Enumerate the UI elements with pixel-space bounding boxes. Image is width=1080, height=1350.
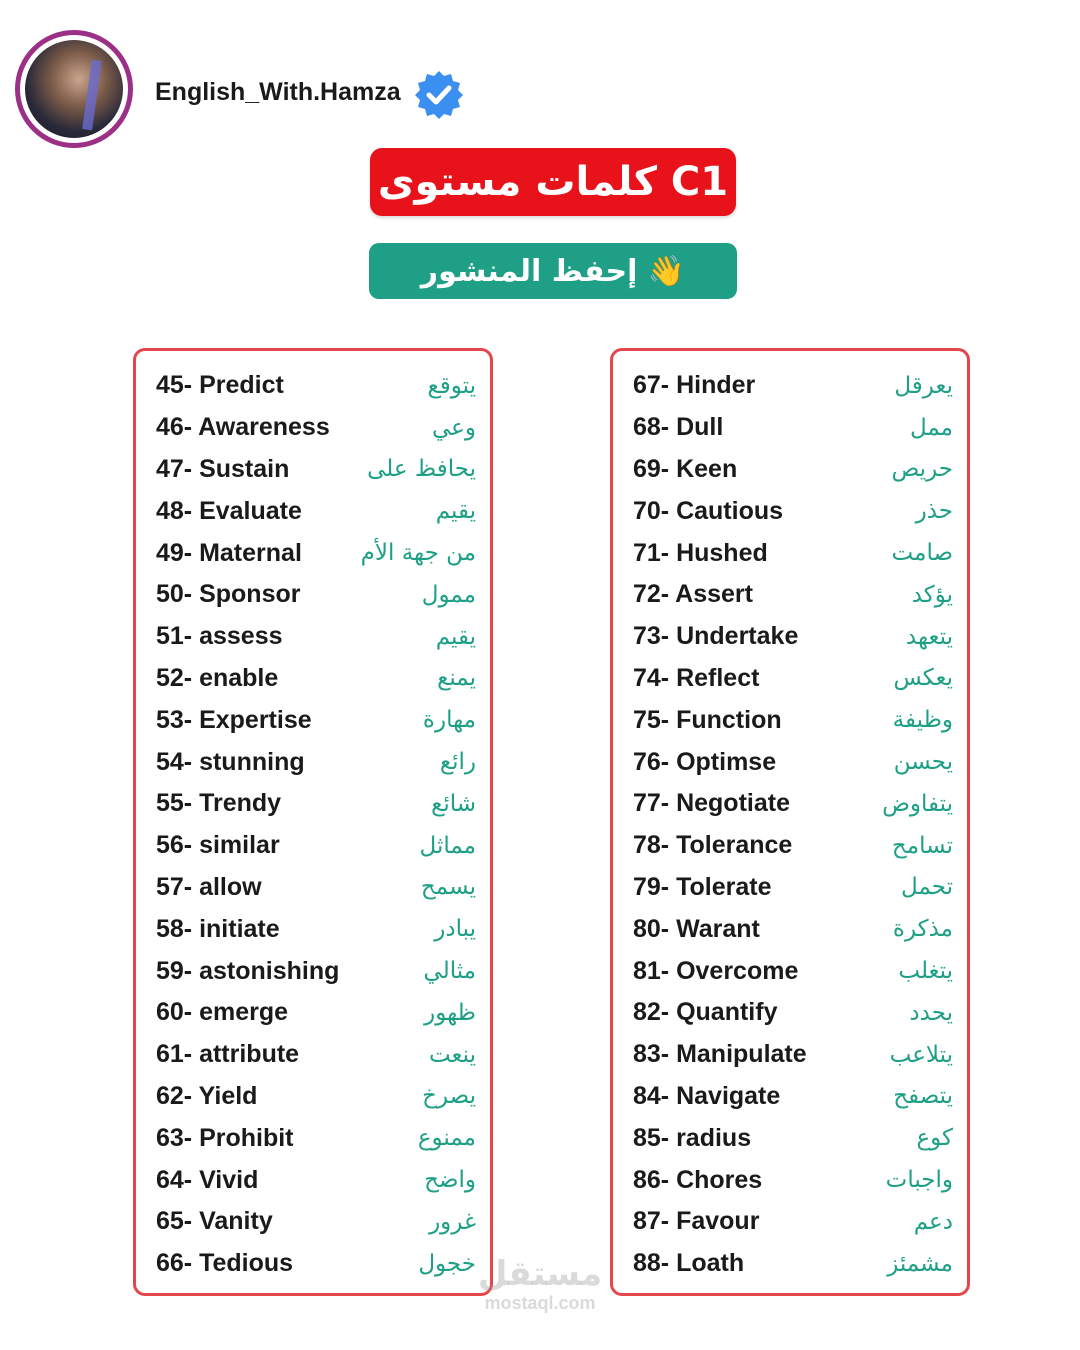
vocab-row bbox=[156, 1159, 476, 1201]
arabic-translation: رائع bbox=[439, 749, 476, 776]
vocab-row bbox=[156, 574, 476, 616]
arabic-translation: يتفاوض bbox=[882, 790, 953, 817]
english-word: 79- Tolerate bbox=[633, 872, 772, 901]
vocab-row bbox=[156, 783, 476, 825]
english-word: 48- Evaluate bbox=[156, 496, 302, 525]
verified-badge-icon bbox=[412, 68, 466, 122]
arabic-translation: مشمئز bbox=[887, 1250, 953, 1277]
arabic-translation: يمنع bbox=[437, 665, 476, 692]
vocab-row bbox=[633, 908, 953, 950]
arabic-translation: وعي bbox=[431, 414, 476, 441]
vocab-row bbox=[156, 1201, 476, 1243]
vocab-row bbox=[633, 783, 953, 825]
arabic-translation: يبادر bbox=[434, 916, 476, 943]
arabic-translation: يصرخ bbox=[422, 1083, 476, 1110]
arabic-translation: مثالي bbox=[423, 958, 476, 985]
arabic-translation: يؤكد bbox=[911, 581, 953, 608]
watermark-arabic: مستقل bbox=[477, 1254, 603, 1294]
arabic-translation: من جهة الأم bbox=[360, 540, 476, 567]
arabic-translation: ممل bbox=[909, 414, 953, 441]
arabic-translation: ينعت bbox=[428, 1041, 476, 1068]
arabic-translation: ممنوع bbox=[417, 1125, 476, 1152]
vocab-row bbox=[633, 449, 953, 491]
vocab-row bbox=[156, 867, 476, 909]
vocab-row bbox=[633, 1117, 953, 1159]
vocab-row bbox=[156, 908, 476, 950]
english-word: 57- allow bbox=[156, 872, 262, 901]
english-word: 66- Tedious bbox=[156, 1249, 294, 1278]
vocab-row bbox=[633, 490, 953, 532]
vocab-row bbox=[633, 867, 953, 909]
english-word: 76- Optimse bbox=[633, 747, 777, 776]
profile-photo bbox=[25, 40, 123, 138]
arabic-translation: صامت bbox=[891, 540, 953, 567]
watermark-latin: mostaql.com bbox=[484, 1293, 596, 1313]
vocab-row bbox=[156, 699, 476, 741]
arabic-translation: تحمل bbox=[901, 874, 953, 901]
arabic-translation: غرور bbox=[429, 1208, 476, 1235]
vocab-row bbox=[156, 1034, 476, 1076]
arabic-translation: يتصفح bbox=[893, 1083, 953, 1110]
vocab-row bbox=[633, 992, 953, 1034]
english-word: 60- emerge bbox=[156, 998, 289, 1027]
vocab-row bbox=[156, 616, 476, 658]
vocab-row bbox=[156, 365, 476, 407]
save-post-banner: إحفظ المنشور 👋 bbox=[369, 243, 737, 299]
arabic-translation: يحدد bbox=[909, 999, 953, 1026]
arabic-translation: يتعهد bbox=[905, 623, 953, 650]
vocab-row bbox=[633, 950, 953, 992]
arabic-translation: يتلاعب bbox=[889, 1041, 953, 1068]
vocab-row bbox=[156, 825, 476, 867]
english-word: 81- Overcome bbox=[633, 956, 799, 985]
vocab-row bbox=[633, 616, 953, 658]
vocab-row bbox=[156, 1243, 476, 1285]
english-word: 71- Hushed bbox=[633, 538, 768, 567]
vocab-row bbox=[633, 574, 953, 616]
arabic-translation: يسمح bbox=[420, 874, 476, 901]
english-word: 68- Dull bbox=[633, 413, 724, 442]
arabic-translation: واجبات bbox=[885, 1167, 953, 1194]
username[interactable]: English_With.Hamza bbox=[155, 78, 401, 106]
vocabulary-card-left bbox=[133, 348, 493, 1296]
arabic-translation: وظيفة bbox=[892, 707, 953, 734]
vocab-row bbox=[633, 1243, 953, 1285]
arabic-translation: حريص bbox=[891, 456, 953, 483]
english-word: 53- Expertise bbox=[156, 705, 312, 734]
arabic-translation: يعكس bbox=[893, 665, 953, 692]
arabic-translation: مهارة bbox=[422, 707, 476, 734]
english-word: 87- Favour bbox=[633, 1207, 760, 1236]
vocab-row bbox=[156, 449, 476, 491]
english-word: 77- Negotiate bbox=[633, 789, 790, 818]
english-word: 86- Chores bbox=[633, 1165, 763, 1194]
english-word: 70- Cautious bbox=[633, 496, 784, 525]
arabic-translation: حذر bbox=[915, 498, 953, 525]
vocab-row bbox=[633, 407, 953, 449]
english-word: 65- Vanity bbox=[156, 1207, 273, 1236]
english-word: 46- Awareness bbox=[156, 413, 330, 442]
english-word: 63- Prohibit bbox=[156, 1123, 294, 1152]
english-word: 74- Reflect bbox=[633, 663, 760, 692]
vocab-row bbox=[633, 1159, 953, 1201]
arabic-translation: ممول bbox=[421, 581, 476, 608]
english-word: 54- stunning bbox=[156, 747, 305, 776]
vocab-row bbox=[633, 699, 953, 741]
vocab-row bbox=[156, 741, 476, 783]
english-word: 51- assess bbox=[156, 622, 283, 651]
arabic-translation: دعم bbox=[913, 1208, 953, 1235]
arabic-translation: يعرقل bbox=[894, 372, 953, 399]
vocab-row bbox=[633, 1034, 953, 1076]
english-word: 58- initiate bbox=[156, 914, 280, 943]
vocabulary-card-right bbox=[610, 348, 970, 1296]
english-word: 78- Tolerance bbox=[633, 831, 793, 860]
english-word: 62- Yield bbox=[156, 1081, 258, 1110]
vocab-row bbox=[633, 741, 953, 783]
arabic-translation: مذكرة bbox=[892, 916, 953, 943]
english-word: 75- Function bbox=[633, 705, 782, 734]
arabic-translation: تسامح bbox=[891, 832, 953, 859]
vocab-row bbox=[156, 1117, 476, 1159]
english-word: 45- Predict bbox=[156, 371, 284, 400]
vocab-row bbox=[156, 992, 476, 1034]
arabic-translation: يتغلب bbox=[898, 958, 953, 985]
vocab-row bbox=[156, 1076, 476, 1118]
vocab-row bbox=[156, 658, 476, 700]
vocab-row bbox=[156, 950, 476, 992]
vocab-row bbox=[633, 1201, 953, 1243]
english-word: 64- Vivid bbox=[156, 1165, 259, 1194]
arabic-translation: يحسن bbox=[893, 749, 953, 776]
arabic-translation: مماثل bbox=[419, 832, 476, 859]
english-word: 56- similar bbox=[156, 831, 280, 860]
arabic-translation: يقيم bbox=[435, 498, 476, 525]
english-word: 47- Sustain bbox=[156, 454, 290, 483]
english-word: 73- Undertake bbox=[633, 622, 799, 651]
english-word: 50- Sponsor bbox=[156, 580, 301, 609]
arabic-translation: كوع bbox=[916, 1125, 953, 1152]
avatar[interactable] bbox=[15, 30, 133, 148]
arabic-translation: شائع bbox=[431, 790, 476, 817]
page-title: كلمات مستوى C1 bbox=[370, 148, 736, 216]
arabic-translation: يتوقع bbox=[427, 372, 476, 399]
vocab-row bbox=[156, 532, 476, 574]
vocab-row bbox=[156, 490, 476, 532]
vocab-row bbox=[633, 365, 953, 407]
vocab-row bbox=[633, 532, 953, 574]
vocab-row bbox=[633, 825, 953, 867]
english-word: 82- Quantify bbox=[633, 998, 778, 1027]
arabic-translation: يحافظ على bbox=[367, 456, 476, 483]
english-word: 49- Maternal bbox=[156, 538, 302, 567]
vocab-row bbox=[633, 1076, 953, 1118]
english-word: 88- Loath bbox=[633, 1249, 745, 1278]
english-word: 72- Assert bbox=[633, 580, 753, 609]
vocab-row bbox=[156, 407, 476, 449]
english-word: 84- Navigate bbox=[633, 1081, 781, 1110]
english-word: 83- Manipulate bbox=[633, 1040, 807, 1069]
english-word: 61- attribute bbox=[156, 1040, 300, 1069]
vocab-row bbox=[633, 658, 953, 700]
english-word: 52- enable bbox=[156, 663, 279, 692]
english-word: 55- Trendy bbox=[156, 789, 282, 818]
arabic-translation: ظهور bbox=[424, 999, 476, 1026]
english-word: 85- radius bbox=[633, 1123, 752, 1152]
arabic-translation: واضح bbox=[424, 1167, 476, 1194]
arabic-translation: خجول bbox=[418, 1250, 476, 1277]
english-word: 80- Warant bbox=[633, 914, 760, 943]
english-word: 69- Keen bbox=[633, 454, 738, 483]
arabic-translation: يقيم bbox=[435, 623, 476, 650]
english-word: 59- astonishing bbox=[156, 956, 340, 985]
english-word: 67- Hinder bbox=[633, 371, 756, 400]
